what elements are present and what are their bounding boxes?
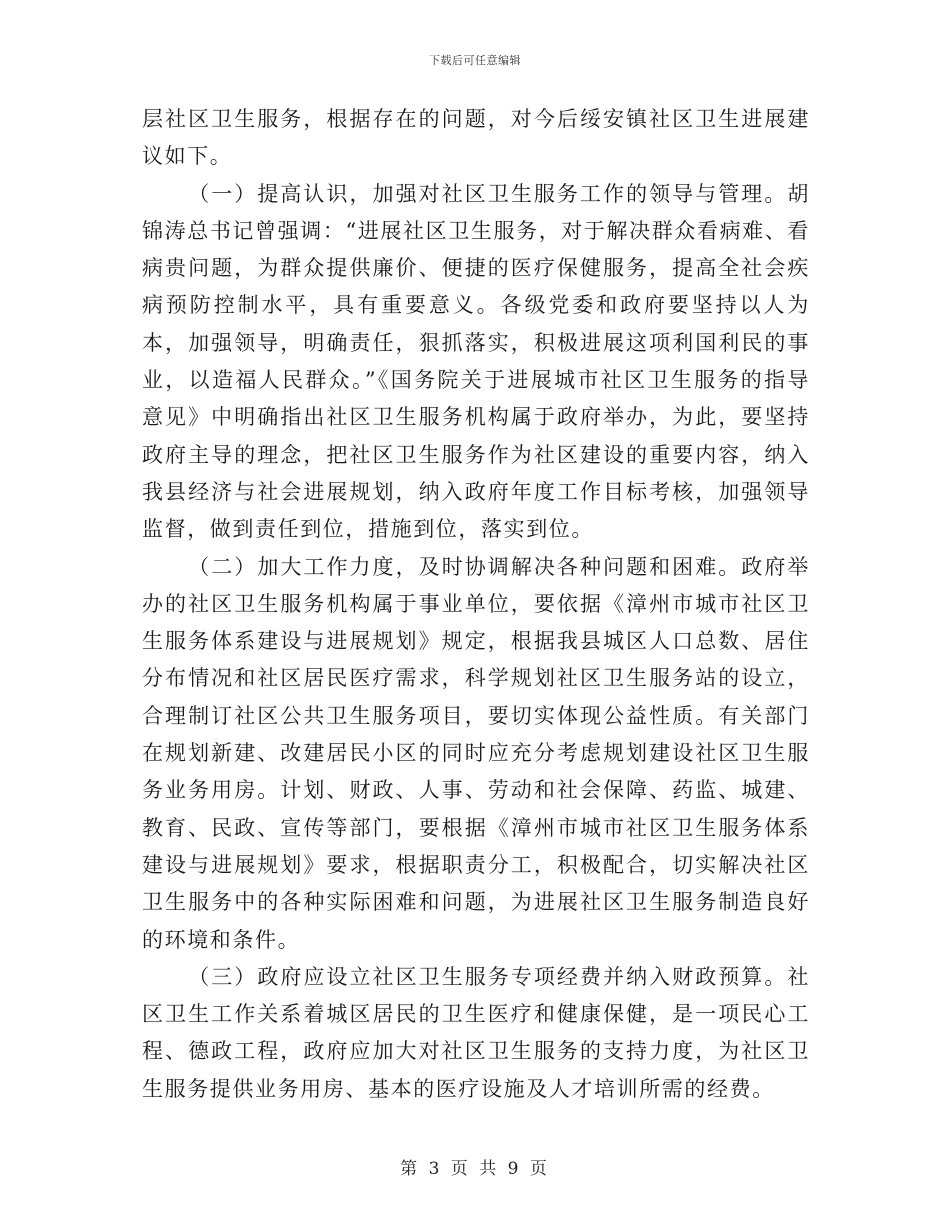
- paragraph-section-3: （三）政府应设立社区卫生服务专项经费并纳入财政预算。社区卫生工作关系着城区居民的卫生医疗和健康保健，是一项民心工程、德政工程，政府应加大对社区卫生服务的支持力度，为社区卫生服务提供业务用房、基本的医疗设施及人才培训所需的经费。: [142, 964, 810, 1101]
- paragraph-section-1: （一）提高认识，加强对社区卫生服务工作的领导与管理。胡锦涛总书记曾强调：“进展社区卫生服务，对于解决群众看病难、看病贵问题，为群众提供廉价、便捷的医疗保健服务，提高全社会疾病预防控制水平，具有重要意义。各级党委和政府要坚持以人为本，加强领导，明确责任，狠抓落实，积极进展这项利国利民的事业，以造福人民群众。”《国务院关于进展城市社区卫生服务的指导意见》中明确指出社区卫生服务机构属于政府举办，为此，要坚持政府主导的理念，把社区卫生服务作为社区建设的重要内容，纳入我县经济与社会进展规划，纳入政府年度工作目标考核，加强领导监督，做到责任到位，措施到位，落实到位。: [142, 181, 810, 542]
- paragraph-section-2: （二）加大工作力度，及时协调解决各种问题和困难。政府举办的社区卫生服务机构属于事业单位，要依据《漳州市城市社区卫生服务体系建设与进展规划》规定，根据我县城区人口总数、居住分布情况和社区居民医疗需求，科学规划社区卫生服务站的设立，合理制订社区公共卫生服务项目，要切实体现公益性质。有关部门在规划新建、改建居民小区的同时应充分考虑规划建设社区卫生服务业务用房。计划、财政、人事、劳动和社会保障、药监、城建、教育、民政、宣传等部门，要根据《漳州市城市社区卫生服务体系建设与进展规划》要求，根据职责分工，积极配合，切实解决社区卫生服务中的各种实际困难和问题，为进展社区卫生服务制造良好的环境和条件。: [142, 554, 810, 952]
- paragraph-continuation: 层社区卫生服务，根据存在的问题，对今后绥安镇社区卫生进展建议如下。: [142, 107, 810, 169]
- page-number-footer: 第 3 页 共 9 页: [400, 1159, 550, 1179]
- document-body: [142, 101, 810, 1108]
- page-header: 下载后可任意编辑: [429, 54, 521, 67]
